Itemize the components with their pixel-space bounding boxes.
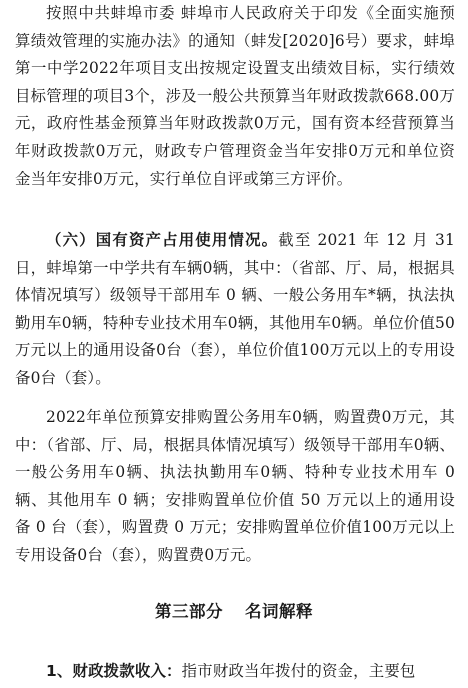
paragraph-state-assets-body: 截至 2021 年 12 月 31 日，蚌埠第一中学共有车辆0辆，其中：（省部、厅、局，根据具体情况填写）级领导干部用车 0 辆、一般公务用车*辆，执法执勤用车0辆，特种专业技术用车0辆，其他用车0辆。单位价值50万元以上的通用设备0台（套），单位价值100万元以上的专用设备0台（套）。	[15, 231, 455, 387]
definition-item	[15, 658, 455, 686]
part-three-heading	[0, 600, 468, 624]
definition-term: 1、财政拨款收入：	[46, 662, 182, 680]
paragraph-vehicle-purchase: 2022年单位预算安排购置公务用车0辆，购置费0万元，其中：（省部、厅、局，根据具体情况填写）级领导干部用车0辆、一般公务用车0辆、执法执勤用车0辆、特种专业技术用车 0 辆、其他用车 0 辆；安排购置单位价值 50 万元以上的通用设备 0 台（套），购置费 0 万元；安排购置单位价值100万元以上专用设备0台（套），购置费0万元。	[15, 408, 455, 564]
part-title: 名词解释	[245, 602, 313, 621]
definition-body: 指市财政当年拨付的资金，主要包	[181, 662, 416, 680]
part-number: 第三部分	[155, 602, 223, 621]
paragraph-state-assets	[15, 227, 455, 393]
section-heading-state-assets: （六）国有资产占用使用情况。	[46, 231, 279, 249]
paragraph-performance-targets: 按照中共蚌埠市委 蚌埠市人民政府关于印发《全面实施预算绩效管理的实施办法》的通知（蚌发[2020]6号）要求，蚌埠第一中学2022年项目支出按规定设置支出绩效目标，实行绩效目标管理的项目3个，涉及一般公共预算当年财政拨款668.00万元，政府性基金预算当年财政拨款0万元，国有资本经营预算当年财政拨款0万元，财政专户管理资金当年安排0万元和单位资金当年安排0万元，实行单位自评或第三方评价。	[15, 4, 455, 188]
